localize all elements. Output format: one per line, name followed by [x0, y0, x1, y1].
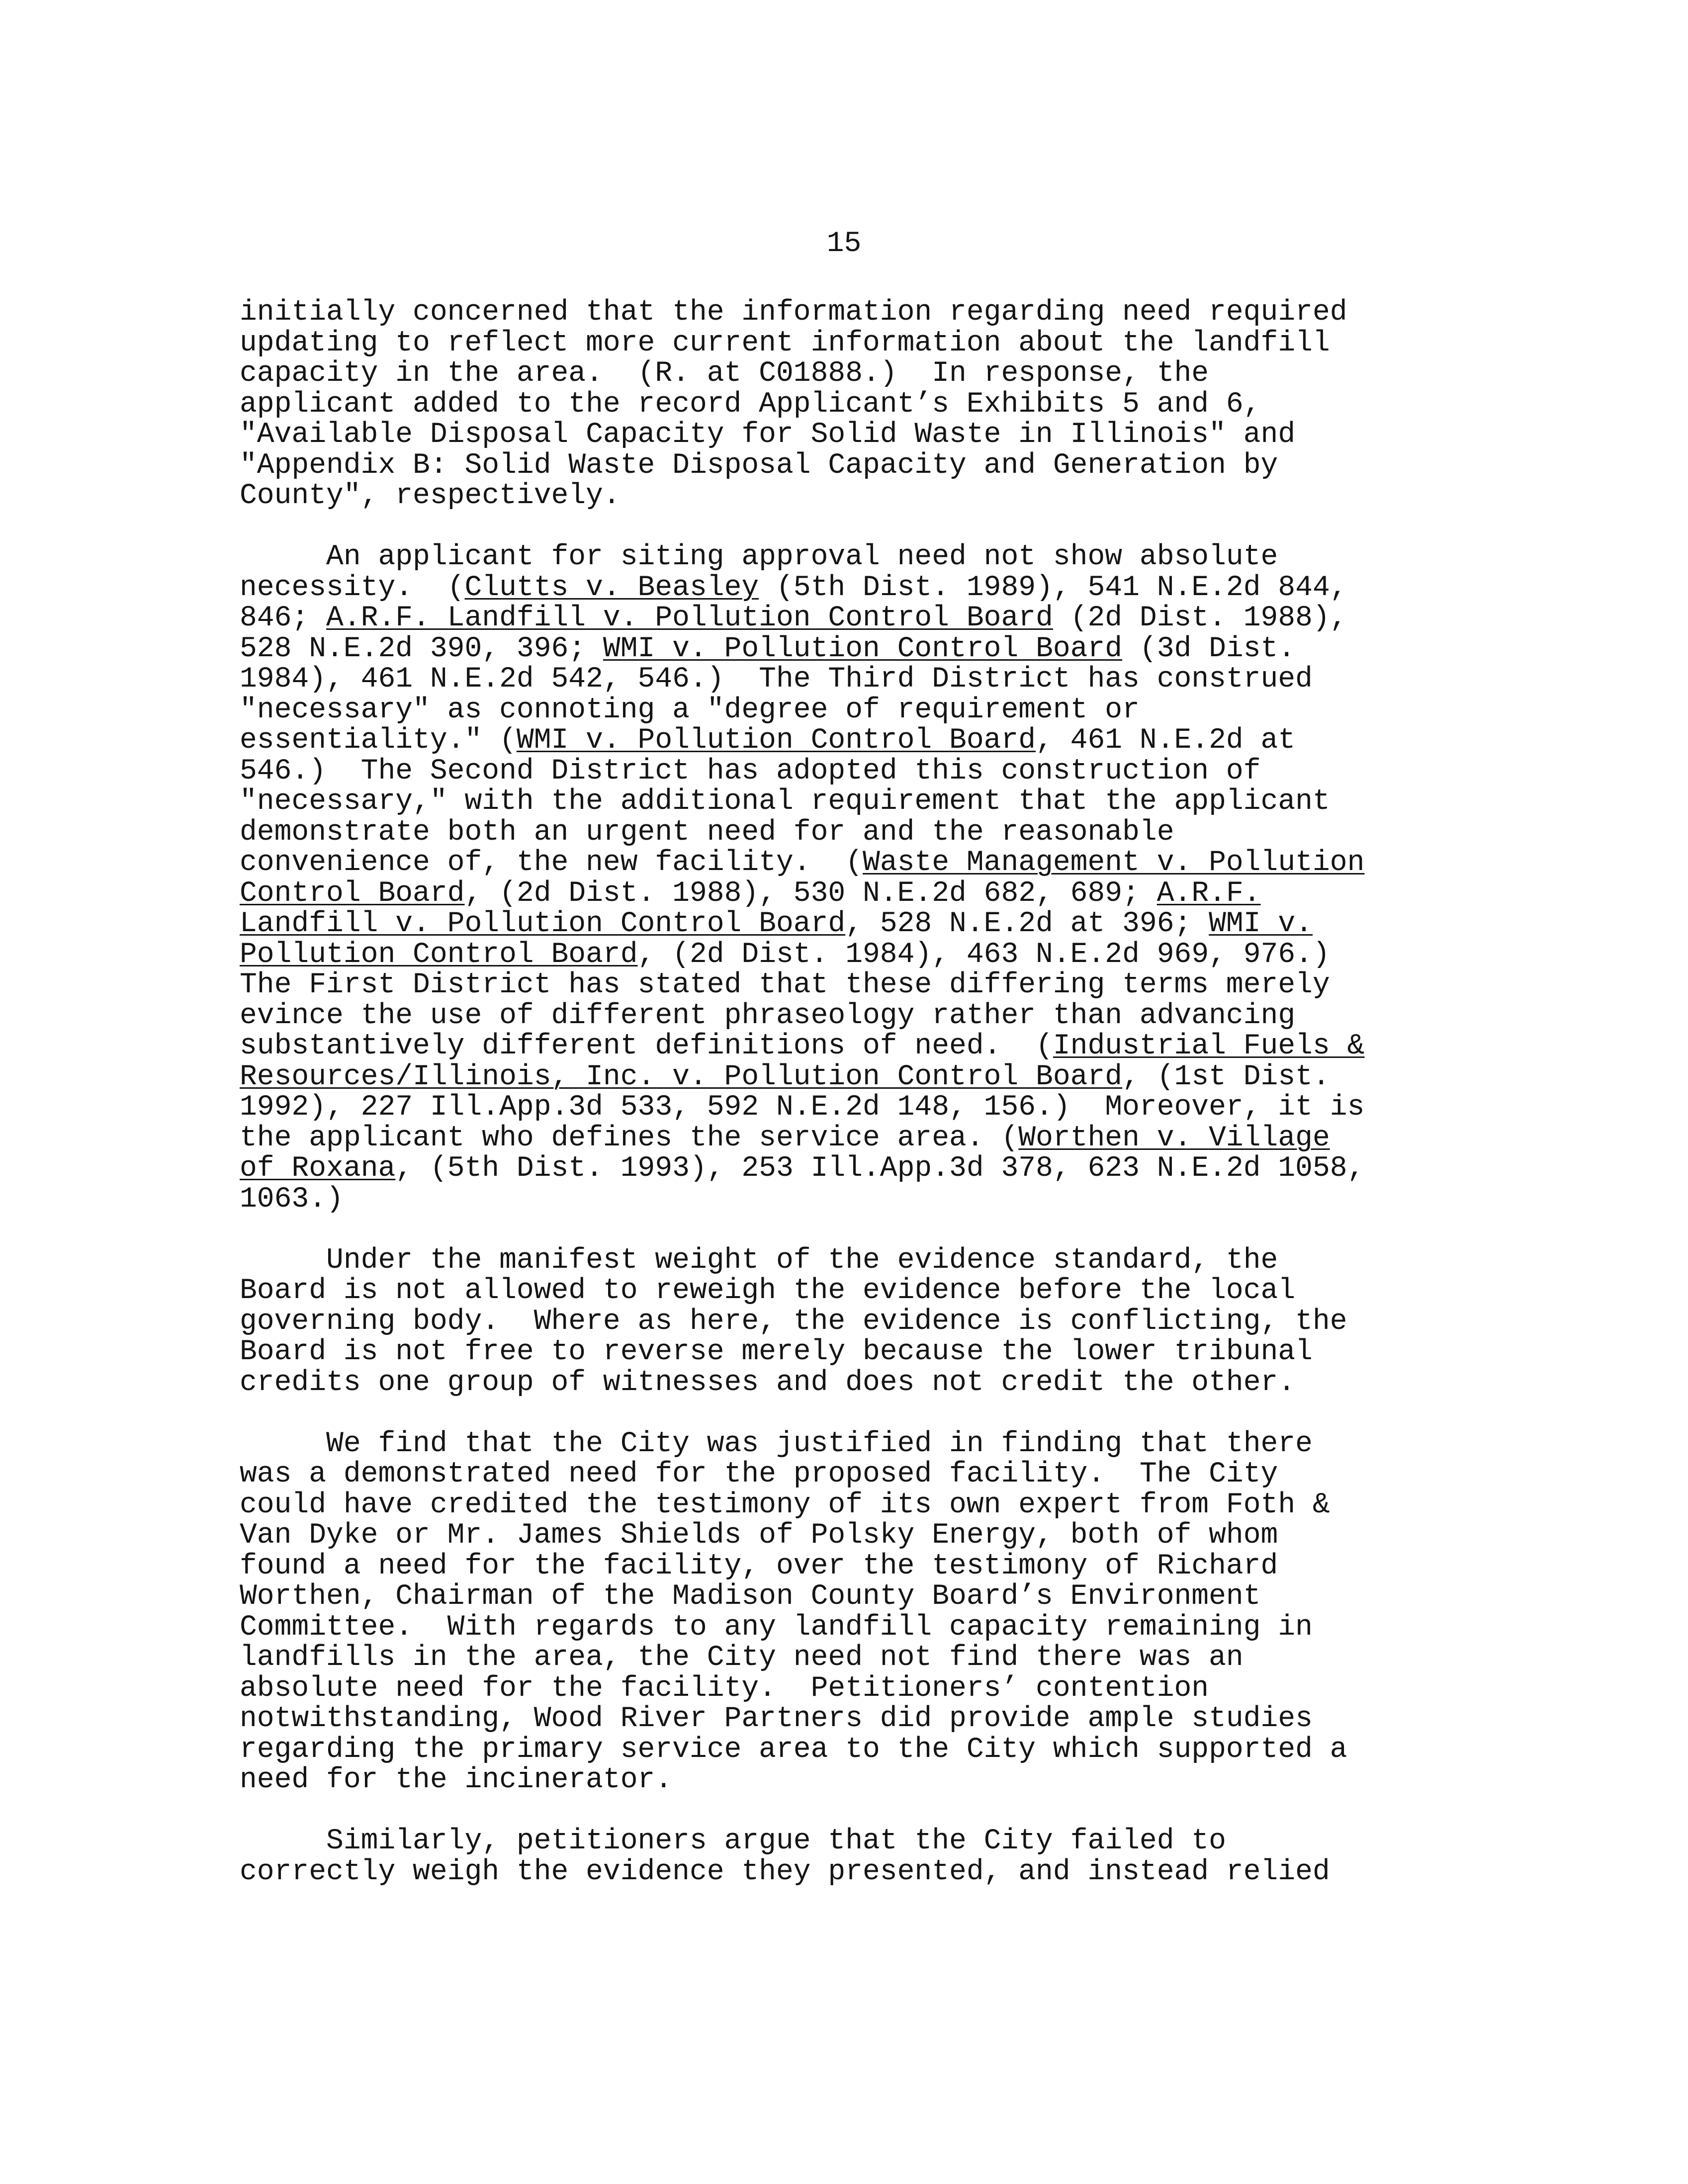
case-citation: Industrial Fuels & [1053, 1030, 1365, 1062]
text-line [240, 297, 1512, 328]
text-line [240, 1031, 1512, 1062]
text-segment: , (2d Dist. 1984), 463 N.E.2d 969, 976.) [637, 938, 1330, 971]
text-segment: Under the manifest weight of the evidence standard, the [240, 1244, 1278, 1277]
text-line [240, 1459, 1512, 1490]
text-line [240, 328, 1512, 359]
case-citation: A.R.F. [1156, 877, 1261, 910]
text-line [240, 1062, 1512, 1093]
text-segment: Van Dyke or Mr. James Shields of Polsky Energy, both of whom [240, 1519, 1278, 1552]
text-segment: applicant added to the record Applicant’s Exhibits 5 and 6, [240, 388, 1261, 421]
text-line [240, 389, 1512, 420]
text-segment: (5th Dist. 1989), 541 N.E.2d 844, [759, 571, 1347, 604]
text-line [240, 1551, 1512, 1582]
text-segment: , (2d Dist. 1988), 530 N.E.2d 682, 689; [464, 877, 1157, 910]
case-citation: Worthen v. Village [1018, 1122, 1330, 1154]
case-citation: Pollution Control Board [240, 938, 638, 971]
text-segment: , (5th Dist. 1993), 253 Ill.App.3d 378, 623 N.E.2d 1058, [395, 1152, 1365, 1185]
text-line [240, 1123, 1512, 1154]
text-segment: Similarly, petitioners argue that the City failed to [240, 1825, 1226, 1857]
text-line [240, 817, 1512, 848]
paragraph [240, 542, 1512, 1215]
text-segment: 1063.) [240, 1183, 344, 1216]
text-segment: "necessary," with the additional requirement that the applicant [240, 786, 1330, 818]
text-segment: could have credited the testimony of its own expert from Foth & [240, 1488, 1330, 1521]
paragraph [240, 297, 1512, 512]
case-citation: Resources/Illinois, Inc. v. Pollution Control Board [240, 1060, 1123, 1093]
text-segment: "Appendix B: Solid Waste Disposal Capacity and Generation by [240, 449, 1278, 482]
text-segment: , (1st Dist. [1122, 1060, 1330, 1093]
text-line [240, 634, 1512, 665]
case-citation: WMI v. Pollution Control Board [516, 724, 1036, 757]
text-line [240, 1368, 1512, 1398]
text-segment: capacity in the area. (R. at C01888.) In response, the [240, 357, 1209, 390]
text-segment: found a need for the facility, over the testimony of Richard [240, 1550, 1278, 1582]
text-line [240, 695, 1512, 726]
text-line [240, 878, 1512, 909]
text-segment: evince the use of different phraseology rather than advancing [240, 999, 1296, 1032]
text-segment: We find that the City was justified in finding that there [240, 1427, 1313, 1460]
text-segment: substantively different definitions of need. ( [240, 1030, 1053, 1062]
text-segment: Board is not free to reverse merely because the lower tribunal [240, 1336, 1313, 1368]
paragraph-gap [240, 1398, 1512, 1429]
text-line [240, 1857, 1512, 1888]
paragraph [240, 1826, 1512, 1887]
text-line [240, 1826, 1512, 1857]
text-line [240, 664, 1512, 695]
text-line [240, 1001, 1512, 1032]
text-segment: Worthen, Chairman of the Madison County Board’s Environment [240, 1580, 1261, 1613]
text-segment: 846; [240, 602, 327, 634]
text-segment: (2d Dist. 1988), [1053, 602, 1347, 634]
text-line [240, 358, 1512, 389]
text-line [240, 786, 1512, 817]
text-line [240, 970, 1512, 1001]
text-segment: governing body. Where as here, the evidence is conflicting, the [240, 1305, 1347, 1338]
text-segment: "necessary" as connoting a "degree of requirement or [240, 694, 1140, 726]
text-segment: 546.) The Second District has adopted this construction of [240, 755, 1261, 787]
case-citation: WMI v. [1209, 908, 1313, 940]
paragraph [240, 1245, 1512, 1398]
text-segment: credits one group of witnesses and does not credit the other. [240, 1366, 1296, 1399]
text-segment: (3d Dist. [1122, 632, 1296, 665]
text-segment: need for the incinerator. [240, 1764, 673, 1796]
text-line [240, 1704, 1512, 1735]
text-segment: 1984), 461 N.E.2d 542, 546.) The Third District has construed [240, 663, 1313, 696]
text-line [240, 1673, 1512, 1704]
text-segment: correctly weigh the evidence they presented, and instead relied [240, 1855, 1330, 1888]
text-line [240, 1276, 1512, 1307]
case-citation: Landfill v. Pollution Control Board [240, 908, 846, 940]
text-line [240, 1765, 1512, 1796]
text-segment: was a demonstrated need for the proposed facility. The City [240, 1458, 1278, 1490]
paragraph-gap [240, 1215, 1512, 1245]
text-segment: absolute need for the facility. Petitioners’ contention [240, 1672, 1209, 1705]
text-segment: The First District has stated that these differing terms merely [240, 969, 1330, 1001]
text-line [240, 1490, 1512, 1521]
text-segment: landfills in the area, the City need not find there was an [240, 1642, 1244, 1674]
text-line [240, 1307, 1512, 1337]
text-line [240, 725, 1512, 756]
text-line [240, 1153, 1512, 1184]
text-line [240, 1581, 1512, 1612]
text-segment: regarding the primary service area to the City which supported a [240, 1733, 1347, 1766]
text-segment: Board is not allowed to reweigh the evidence before the local [240, 1275, 1296, 1307]
text-line [240, 542, 1512, 573]
page-number: 15 [826, 228, 862, 260]
text-segment: 1992), 227 Ill.App.3d 533, 592 N.E.2d 148, 156.) Moreover, it is [240, 1091, 1365, 1124]
paragraph [240, 1429, 1512, 1796]
text-line [240, 756, 1512, 787]
text-line [240, 1337, 1512, 1368]
text-line [240, 481, 1512, 512]
case-citation: Clutts v. Beasley [464, 571, 759, 604]
text-segment: Committee. With regards to any landfill capacity remaining in [240, 1611, 1313, 1644]
text-segment: notwithstanding, Wood River Partners did provide ample studies [240, 1703, 1313, 1735]
text-segment: convenience of, the new facility. ( [240, 847, 863, 879]
text-line [240, 420, 1512, 450]
paragraph-gap [240, 512, 1512, 542]
case-citation: of Roxana [240, 1152, 396, 1185]
text-line [240, 1092, 1512, 1123]
text-segment: initially concerned that the information regarding need required [240, 296, 1347, 329]
case-citation: Control Board [240, 877, 465, 910]
text-line [240, 1735, 1512, 1765]
text-segment: , 461 N.E.2d at [1036, 724, 1296, 757]
text-segment: , 528 N.E.2d at 396; [845, 908, 1209, 940]
text-segment: County", respectively. [240, 480, 621, 512]
text-line [240, 940, 1512, 970]
text-line [240, 1643, 1512, 1673]
text-line [240, 573, 1512, 604]
text-line [240, 1520, 1512, 1551]
text-line [240, 1184, 1512, 1215]
text-segment: 528 N.E.2d 390, 396; [240, 632, 603, 665]
text-line [240, 909, 1512, 940]
text-segment: demonstrate both an urgent need for and the reasonable [240, 816, 1174, 849]
text-line [240, 603, 1512, 634]
text-segment: essentiality." ( [240, 724, 517, 757]
text-line [240, 450, 1512, 481]
case-citation: A.R.F. Landfill v. Pollution Control Board [326, 602, 1053, 634]
paragraph-gap [240, 1796, 1512, 1827]
text-line [240, 1245, 1512, 1276]
document-body [240, 297, 1512, 1887]
case-citation: WMI v. Pollution Control Board [603, 632, 1123, 665]
text-segment: An applicant for siting approval need not show absolute [240, 541, 1278, 573]
text-segment: necessity. ( [240, 571, 465, 604]
text-segment: the applicant who defines the service area. ( [240, 1122, 1019, 1154]
text-line [240, 1429, 1512, 1460]
text-segment: "Available Disposal Capacity for Solid Waste in Illinois" and [240, 419, 1296, 451]
text-segment: updating to reflect more current information about the landfill [240, 327, 1330, 359]
text-line [240, 1612, 1512, 1643]
case-citation: Waste Management v. Pollution [863, 847, 1365, 879]
text-line [240, 848, 1512, 878]
